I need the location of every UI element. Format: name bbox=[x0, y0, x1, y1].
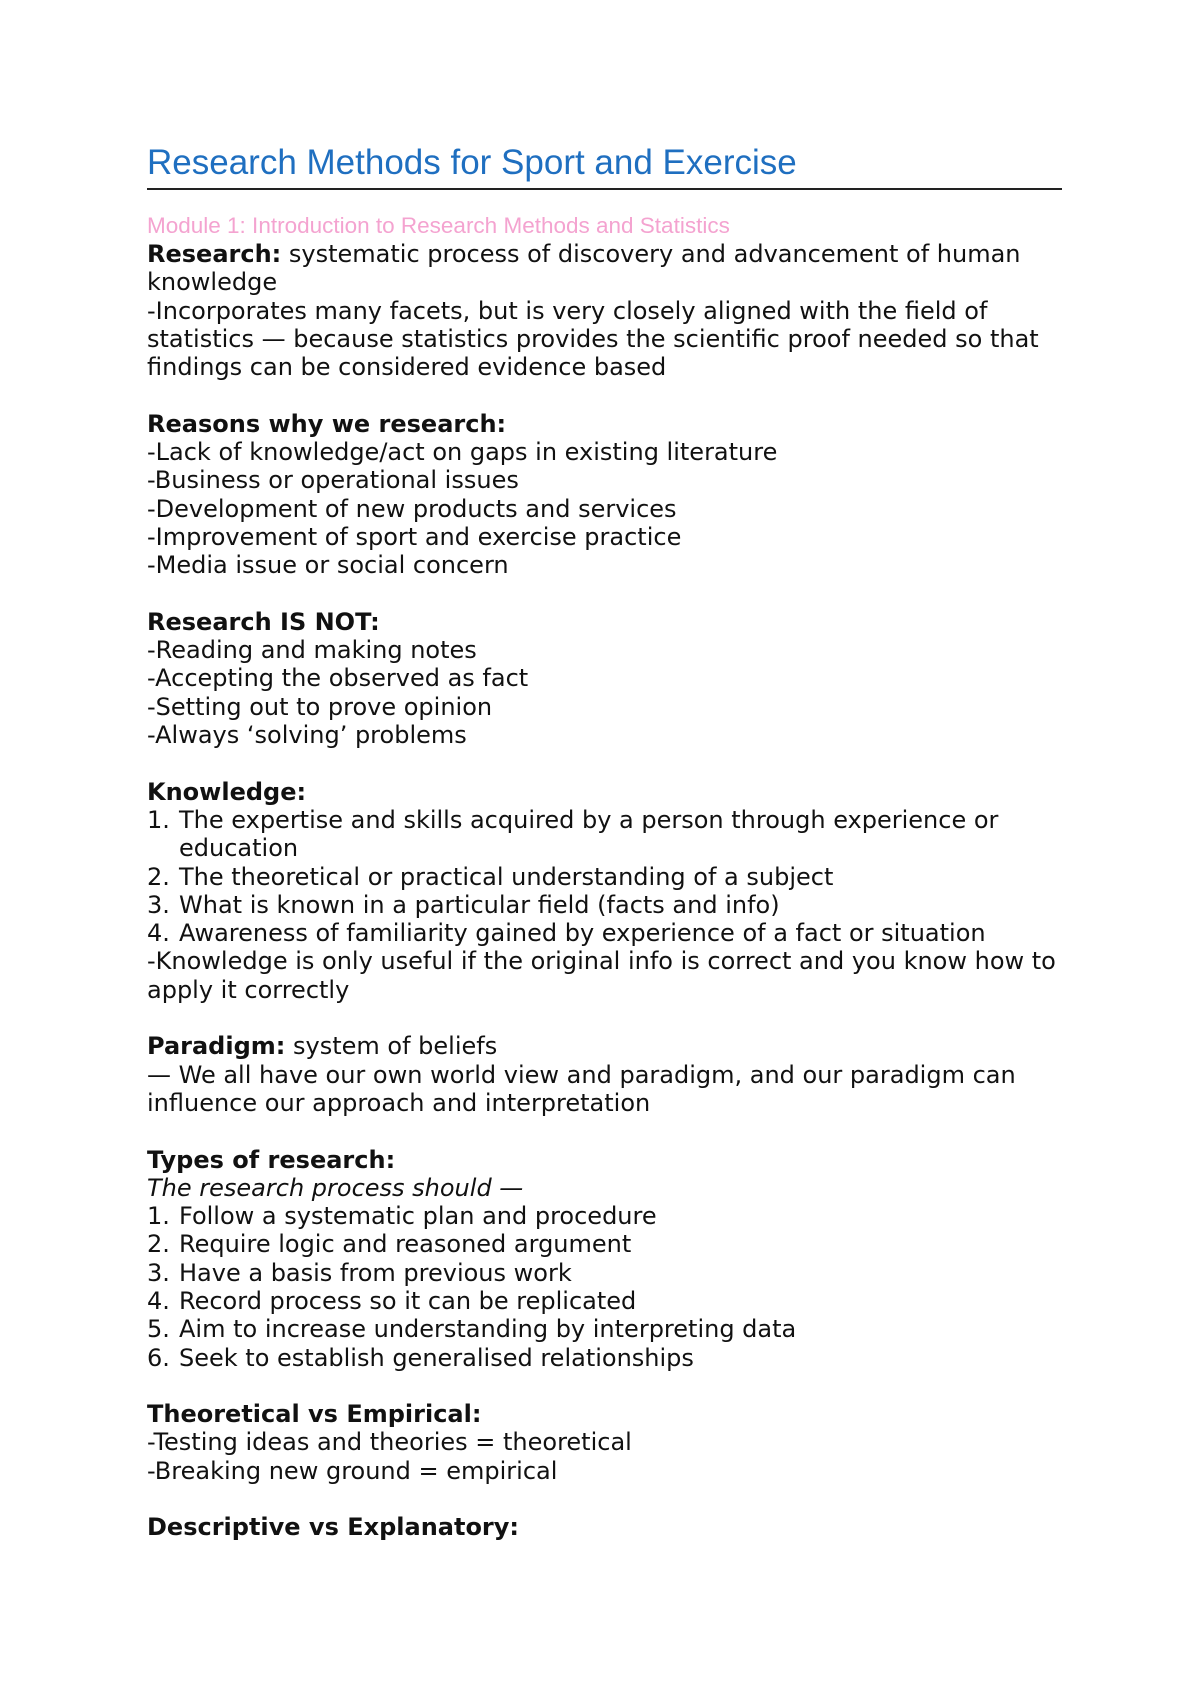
list-number: 1. bbox=[147, 805, 170, 834]
reasons-heading: Reasons why we research: bbox=[147, 409, 507, 438]
paradigm-definition bbox=[147, 1032, 1062, 1060]
list-item-text: The theoretical or practical understanding of a subject bbox=[179, 862, 834, 891]
types-list bbox=[147, 1202, 1062, 1372]
list-number: 1. bbox=[147, 1202, 170, 1231]
list-item-text: Awareness of familiarity gained by experience of a fact or situation bbox=[179, 919, 986, 948]
knowledge-item bbox=[147, 891, 1062, 919]
knowledge-item bbox=[147, 919, 1062, 947]
types-item bbox=[147, 1259, 1062, 1287]
types-item bbox=[147, 1287, 1062, 1315]
list-number: 2. bbox=[147, 1230, 170, 1259]
list-number: 3. bbox=[147, 1258, 170, 1287]
research-not-item: -Always ‘solving’ problems bbox=[147, 721, 467, 750]
reasons-item: -Development of new products and services bbox=[147, 494, 677, 523]
knowledge-item bbox=[147, 863, 1062, 891]
theoretical-item: -Testing ideas and theories = theoretical bbox=[147, 1428, 632, 1457]
types-item bbox=[147, 1315, 1062, 1343]
spacer bbox=[147, 1117, 1062, 1145]
research-not-item: -Accepting the observed as fact bbox=[147, 664, 529, 693]
research-definition-text: systematic process of discovery and advancement of human knowledge bbox=[147, 240, 1021, 297]
list-number: 4. bbox=[147, 1286, 170, 1315]
paradigm-note: — We all have our own world view and paradigm, and our paradigm can influence our approach and interpretation bbox=[147, 1060, 1016, 1117]
descriptive-heading: Descriptive vs Explanatory: bbox=[147, 1513, 520, 1542]
reasons-item: -Media issue or social concern bbox=[147, 551, 509, 580]
list-number: 5. bbox=[147, 1315, 170, 1344]
knowledge-list bbox=[147, 806, 1062, 947]
knowledge-note: -Knowledge is only useful if the original info is correct and you know how to apply it correctly bbox=[147, 947, 1056, 1004]
list-item-text: Aim to increase understanding by interpreting data bbox=[179, 1315, 797, 1344]
research-not-item: -Reading and making notes bbox=[147, 636, 477, 665]
research-not-item: -Setting out to prove opinion bbox=[147, 692, 493, 721]
research-not-heading: Research IS NOT: bbox=[147, 607, 380, 636]
spacer bbox=[147, 1004, 1062, 1032]
spacer bbox=[147, 381, 1062, 409]
document-page bbox=[147, 140, 1062, 1542]
types-item bbox=[147, 1230, 1062, 1258]
spacer bbox=[147, 1372, 1062, 1400]
list-item-text: What is known in a particular field (facts and info) bbox=[179, 890, 780, 919]
list-number: 2. bbox=[147, 862, 170, 891]
reasons-item: -Lack of knowledge/act on gaps in existing literature bbox=[147, 438, 778, 467]
types-item bbox=[147, 1344, 1062, 1372]
spacer bbox=[147, 1485, 1062, 1513]
list-number: 4. bbox=[147, 919, 170, 948]
research-note: -Incorporates many facets, but is very closely aligned with the field of statistics — because statistics provides the scientific proof needed so that findings can be considered evidence based bbox=[147, 296, 1039, 382]
list-item-text: Have a basis from previous work bbox=[179, 1258, 572, 1287]
reasons-item: -Business or operational issues bbox=[147, 466, 519, 495]
paradigm-term: Paradigm: bbox=[147, 1032, 286, 1061]
research-definition bbox=[147, 240, 1062, 297]
module-heading: Module 1: Introduction to Research Methods and Statistics bbox=[147, 213, 730, 238]
types-heading: Types of research: bbox=[147, 1145, 396, 1174]
list-item-text: Require logic and reasoned argument bbox=[179, 1230, 632, 1259]
spacer bbox=[147, 749, 1062, 777]
spacer bbox=[147, 580, 1062, 608]
types-intro: The research process should — bbox=[147, 1173, 524, 1202]
types-item bbox=[147, 1202, 1062, 1230]
knowledge-item bbox=[147, 806, 1062, 863]
list-item-text: Seek to establish generalised relationships bbox=[179, 1343, 694, 1372]
reasons-item: -Improvement of sport and exercise practice bbox=[147, 522, 682, 551]
list-item-text: Record process so it can be replicated bbox=[179, 1286, 637, 1315]
knowledge-heading: Knowledge: bbox=[147, 777, 307, 806]
list-item-text: Follow a systematic plan and procedure bbox=[179, 1202, 657, 1231]
document-title: Research Methods for Sport and Exercise bbox=[147, 140, 1062, 190]
theoretical-item: -Breaking new ground = empirical bbox=[147, 1456, 558, 1485]
list-number: 3. bbox=[147, 890, 170, 919]
paradigm-definition-text: system of beliefs bbox=[285, 1032, 498, 1061]
research-term: Research: bbox=[147, 240, 282, 268]
list-item-text: The expertise and skills acquired by a person through experience or education bbox=[179, 805, 999, 863]
theoretical-heading: Theoretical vs Empirical: bbox=[147, 1400, 482, 1429]
list-number: 6. bbox=[147, 1343, 170, 1372]
